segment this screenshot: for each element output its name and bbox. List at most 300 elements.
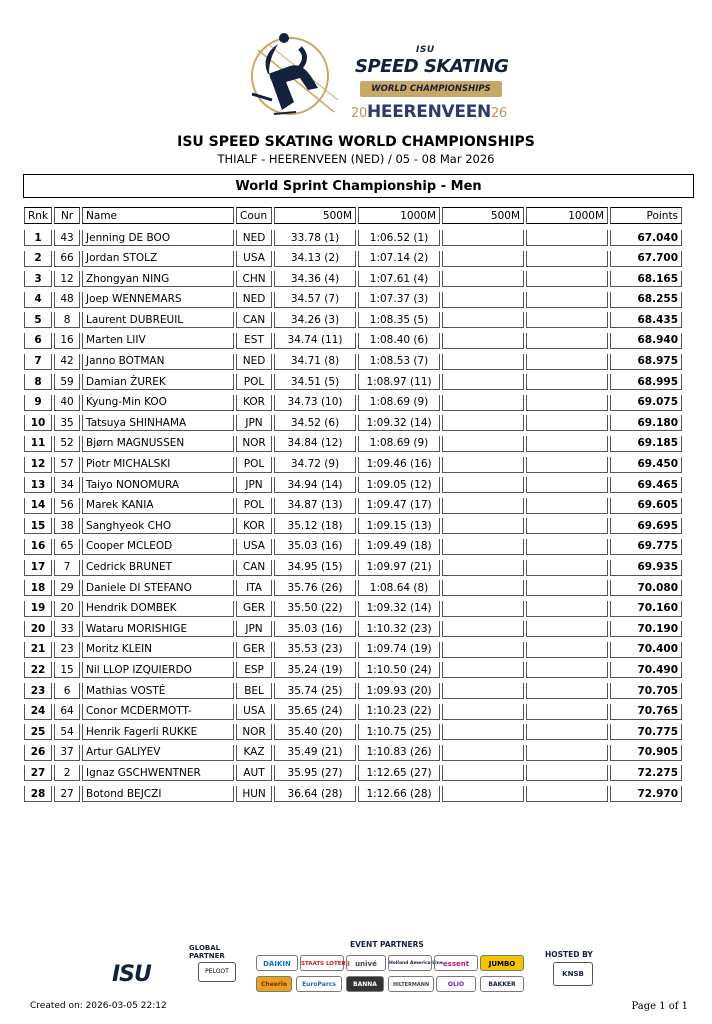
cell-rnk: 8 xyxy=(24,374,52,390)
cell-d3 xyxy=(442,745,524,761)
logo-speed-skating: SPEED SKATING xyxy=(355,56,509,77)
table-row xyxy=(24,415,682,431)
cell-d2: 1:12.66 (28) xyxy=(358,786,440,802)
cell-rnk: 4 xyxy=(24,292,52,308)
cell-points: 70.775 xyxy=(610,724,682,740)
cell-d3 xyxy=(442,374,524,390)
logo-heerenveen xyxy=(351,102,507,122)
championship-logo xyxy=(238,30,508,120)
cell-d1: 36.64 (28) xyxy=(274,786,356,802)
cell-d4 xyxy=(526,724,608,740)
cell-name: Mathias VOSTÉ xyxy=(82,683,234,699)
cell-nr: 64 xyxy=(54,704,80,720)
cell-nr: 65 xyxy=(54,539,80,555)
cell-points: 68.255 xyxy=(610,292,682,308)
cell-points: 69.775 xyxy=(610,539,682,555)
cell-nr: 38 xyxy=(54,518,80,534)
cell-name: Nil LLOP IZQUIERDO xyxy=(82,662,234,678)
cell-d3 xyxy=(442,580,524,596)
cell-d4 xyxy=(526,251,608,267)
cell-d2: 1:09.46 (16) xyxy=(358,457,440,473)
cell-d3 xyxy=(442,354,524,370)
cell-name: Jordan STOLZ xyxy=(82,251,234,267)
cell-rnk: 3 xyxy=(24,271,52,287)
cell-nr: 12 xyxy=(54,271,80,287)
table-row xyxy=(24,251,682,267)
sponsor-europarcs: EuroParcs xyxy=(296,976,342,992)
table-row xyxy=(24,601,682,617)
cell-coun: ITA xyxy=(236,580,272,596)
cell-points: 70.190 xyxy=(610,621,682,637)
cell-d2: 1:09.97 (21) xyxy=(358,560,440,576)
cell-name: Sanghyeok CHO xyxy=(82,518,234,534)
table-row xyxy=(24,395,682,411)
cell-d1: 34.87 (13) xyxy=(274,498,356,514)
cell-rnk: 13 xyxy=(24,477,52,493)
cell-points: 72.275 xyxy=(610,765,682,781)
cell-points: 68.435 xyxy=(610,312,682,328)
cell-d1: 35.49 (21) xyxy=(274,745,356,761)
cell-coun: ESP xyxy=(236,662,272,678)
cell-d2: 1:10.32 (23) xyxy=(358,621,440,637)
cell-d1: 34.73 (10) xyxy=(274,395,356,411)
table-row xyxy=(24,354,682,370)
cell-name: Janno BOTMAN xyxy=(82,354,234,370)
cell-nr: 27 xyxy=(54,786,80,802)
table-row xyxy=(24,580,682,596)
table-row xyxy=(24,477,682,493)
cell-d2: 1:09.93 (20) xyxy=(358,683,440,699)
cell-d1: 35.65 (24) xyxy=(274,704,356,720)
cell-coun: POL xyxy=(236,374,272,390)
cell-d2: 1:10.50 (24) xyxy=(358,662,440,678)
cell-coun: EST xyxy=(236,333,272,349)
cell-d4 xyxy=(526,477,608,493)
table-row xyxy=(24,765,682,781)
cell-rnk: 26 xyxy=(24,745,52,761)
cell-d4 xyxy=(526,271,608,287)
cell-d3 xyxy=(442,251,524,267)
cell-d4 xyxy=(526,354,608,370)
cell-points: 70.765 xyxy=(610,704,682,720)
results-table xyxy=(22,207,684,802)
cell-d1: 33.78 (1) xyxy=(274,230,356,246)
cell-coun: NOR xyxy=(236,436,272,452)
cell-d2: 1:08.97 (11) xyxy=(358,374,440,390)
cell-d1: 35.12 (18) xyxy=(274,518,356,534)
cell-name: Tatsuya SHINHAMA xyxy=(82,415,234,431)
cell-name: Kyung-Min KOO xyxy=(82,395,234,411)
cell-d3 xyxy=(442,457,524,473)
cell-d4 xyxy=(526,642,608,658)
cell-name: Artur GALIYEV xyxy=(82,745,234,761)
cell-d2: 1:08.53 (7) xyxy=(358,354,440,370)
cell-d2: 1:07.61 (4) xyxy=(358,271,440,287)
table-row xyxy=(24,539,682,555)
table-row xyxy=(24,745,682,761)
cell-points: 67.040 xyxy=(610,230,682,246)
cell-points: 69.695 xyxy=(610,518,682,534)
cell-d4 xyxy=(526,704,608,720)
cell-d4 xyxy=(526,539,608,555)
cell-d1: 35.24 (19) xyxy=(274,662,356,678)
col-d1: 500M xyxy=(274,207,356,224)
cell-name: Ignaz GSCHWENTNER xyxy=(82,765,234,781)
cell-d1: 34.95 (15) xyxy=(274,560,356,576)
cell-points: 70.705 xyxy=(610,683,682,699)
cell-rnk: 28 xyxy=(24,786,52,802)
cell-d2: 1:09.47 (17) xyxy=(358,498,440,514)
cell-coun: POL xyxy=(236,498,272,514)
sponsor-olio: OLIO xyxy=(436,976,476,992)
cell-d3 xyxy=(442,642,524,658)
event-title: World Sprint Championship - Men xyxy=(23,174,694,198)
cell-name: Zhongyan NING xyxy=(82,271,234,287)
cell-d2: 1:09.74 (19) xyxy=(358,642,440,658)
table-row xyxy=(24,704,682,720)
table-row xyxy=(24,457,682,473)
cell-d4 xyxy=(526,415,608,431)
page-subtitle: THIALF - HEERENVEEN (NED) / 05 - 08 Mar 2026 xyxy=(217,152,495,166)
cell-coun: AUT xyxy=(236,765,272,781)
cell-points: 69.185 xyxy=(610,436,682,452)
cell-name: Cooper MCLEOD xyxy=(82,539,234,555)
cell-points: 68.975 xyxy=(610,354,682,370)
cell-rnk: 5 xyxy=(24,312,52,328)
cell-d3 xyxy=(442,662,524,678)
cell-coun: USA xyxy=(236,539,272,555)
event-partners-label: EVENT PARTNERS xyxy=(350,940,424,949)
sponsor-cheerio: Cheerio xyxy=(256,976,292,992)
logo-city: HEERENVEEN xyxy=(366,102,491,122)
cell-coun: GER xyxy=(236,642,272,658)
cell-nr: 48 xyxy=(54,292,80,308)
cell-d1: 35.53 (23) xyxy=(274,642,356,658)
cell-points: 69.605 xyxy=(610,498,682,514)
cell-nr: 15 xyxy=(54,662,80,678)
cell-d2: 1:08.69 (9) xyxy=(358,395,440,411)
cell-d2: 1:09.49 (18) xyxy=(358,539,440,555)
cell-name: Damian ŻUREK xyxy=(82,374,234,390)
cell-rnk: 7 xyxy=(24,354,52,370)
cell-d1: 34.94 (14) xyxy=(274,477,356,493)
col-points: Points xyxy=(610,207,682,224)
cell-points: 69.935 xyxy=(610,560,682,576)
cell-d2: 1:10.23 (22) xyxy=(358,704,440,720)
cell-d3 xyxy=(442,415,524,431)
cell-d1: 34.36 (4) xyxy=(274,271,356,287)
cell-coun: JPN xyxy=(236,415,272,431)
cell-rnk: 24 xyxy=(24,704,52,720)
cell-points: 72.970 xyxy=(610,786,682,802)
cell-d4 xyxy=(526,560,608,576)
cell-nr: 42 xyxy=(54,354,80,370)
sponsor-holland-america: Holland America Line xyxy=(388,955,432,971)
cell-rnk: 25 xyxy=(24,724,52,740)
sponsor-unive: univé xyxy=(346,955,386,971)
cell-nr: 16 xyxy=(54,333,80,349)
cell-d3 xyxy=(442,312,524,328)
cell-d3 xyxy=(442,292,524,308)
cell-d2: 1:09.32 (14) xyxy=(358,415,440,431)
cell-d4 xyxy=(526,333,608,349)
cell-d4 xyxy=(526,374,608,390)
cell-d1: 34.57 (7) xyxy=(274,292,356,308)
cell-coun: CAN xyxy=(236,312,272,328)
cell-coun: HUN xyxy=(236,786,272,802)
cell-points: 70.490 xyxy=(610,662,682,678)
cell-rnk: 21 xyxy=(24,642,52,658)
cell-nr: 56 xyxy=(54,498,80,514)
cell-rnk: 14 xyxy=(24,498,52,514)
cell-points: 69.450 xyxy=(610,457,682,473)
cell-d3 xyxy=(442,477,524,493)
cell-name: Wataru MORISHIGE xyxy=(82,621,234,637)
cell-d2: 1:09.15 (13) xyxy=(358,518,440,534)
cell-nr: 40 xyxy=(54,395,80,411)
cell-d4 xyxy=(526,662,608,678)
cell-nr: 59 xyxy=(54,374,80,390)
table-header-row xyxy=(24,207,682,224)
table-row xyxy=(24,312,682,328)
cell-d3 xyxy=(442,704,524,720)
cell-d1: 35.76 (26) xyxy=(274,580,356,596)
table-row xyxy=(24,560,682,576)
cell-points: 70.080 xyxy=(610,580,682,596)
cell-d1: 35.40 (20) xyxy=(274,724,356,740)
skater-emblem-icon xyxy=(238,30,350,120)
cell-d1: 35.50 (22) xyxy=(274,601,356,617)
table-row xyxy=(24,621,682,637)
created-timestamp: Created on: 2026-03-05 22:12 xyxy=(30,1001,167,1011)
cell-nr: 6 xyxy=(54,683,80,699)
sponsor-banna: BANNA xyxy=(346,976,384,992)
cell-nr: 34 xyxy=(54,477,80,493)
cell-coun: NED xyxy=(236,354,272,370)
cell-d2: 1:07.37 (3) xyxy=(358,292,440,308)
cell-coun: CHN xyxy=(236,271,272,287)
sponsor-staatsloterij: STAATS LOTERIJ xyxy=(300,955,344,971)
cell-points: 68.940 xyxy=(610,333,682,349)
cell-coun: KOR xyxy=(236,395,272,411)
cell-d4 xyxy=(526,601,608,617)
cell-rnk: 23 xyxy=(24,683,52,699)
cell-d3 xyxy=(442,786,524,802)
col-d3: 500M xyxy=(442,207,524,224)
cell-rnk: 12 xyxy=(24,457,52,473)
cell-name: Jenning DE BOO xyxy=(82,230,234,246)
cell-name: Daniele DI STEFANO xyxy=(82,580,234,596)
table-row xyxy=(24,374,682,390)
cell-nr: 2 xyxy=(54,765,80,781)
cell-rnk: 9 xyxy=(24,395,52,411)
isu-footer-logo: ISU xyxy=(112,962,151,987)
cell-nr: 54 xyxy=(54,724,80,740)
cell-coun: NED xyxy=(236,230,272,246)
cell-coun: BEL xyxy=(236,683,272,699)
cell-d3 xyxy=(442,395,524,411)
table-row xyxy=(24,271,682,287)
col-d4: 1000M xyxy=(526,207,608,224)
sponsor-bakker: BAKKER xyxy=(480,976,524,992)
cell-d1: 35.03 (16) xyxy=(274,621,356,637)
cell-d4 xyxy=(526,580,608,596)
cell-nr: 20 xyxy=(54,601,80,617)
cell-d3 xyxy=(442,436,524,452)
table-row xyxy=(24,786,682,802)
cell-points: 70.160 xyxy=(610,601,682,617)
cell-coun: JPN xyxy=(236,621,272,637)
cell-d4 xyxy=(526,457,608,473)
cell-d4 xyxy=(526,230,608,246)
col-coun: Coun xyxy=(236,207,272,224)
cell-coun: CAN xyxy=(236,560,272,576)
col-nr: Nr xyxy=(54,207,80,224)
cell-d3 xyxy=(442,724,524,740)
cell-name: Piotr MICHALSKI xyxy=(82,457,234,473)
cell-name: Cedrick BRUNET xyxy=(82,560,234,576)
cell-points: 68.995 xyxy=(610,374,682,390)
table-row xyxy=(24,498,682,514)
table-row xyxy=(24,518,682,534)
table-row xyxy=(24,230,682,246)
logo-world-championships: WORLD CHAMPIONSHIPS xyxy=(360,81,502,97)
cell-coun: KOR xyxy=(236,518,272,534)
cell-rnk: 6 xyxy=(24,333,52,349)
cell-nr: 66 xyxy=(54,251,80,267)
results-body xyxy=(24,224,682,802)
cell-name: Conor MCDERMOTT- xyxy=(82,704,234,720)
cell-nr: 8 xyxy=(54,312,80,328)
cell-rnk: 10 xyxy=(24,415,52,431)
cell-d1: 34.84 (12) xyxy=(274,436,356,452)
cell-d2: 1:10.83 (26) xyxy=(358,745,440,761)
cell-rnk: 16 xyxy=(24,539,52,555)
cell-name: Marten LIIV xyxy=(82,333,234,349)
logo-isu-small: ISU xyxy=(416,45,435,55)
cell-nr: 33 xyxy=(54,621,80,637)
cell-d1: 34.51 (5) xyxy=(274,374,356,390)
cell-d4 xyxy=(526,621,608,637)
cell-nr: 43 xyxy=(54,230,80,246)
global-partner-label: GLOBAL PARTNER xyxy=(189,944,225,960)
cell-d1: 34.13 (2) xyxy=(274,251,356,267)
sponsor-essent: essent xyxy=(434,955,478,971)
cell-rnk: 20 xyxy=(24,621,52,637)
cell-rnk: 22 xyxy=(24,662,52,678)
cell-coun: JPN xyxy=(236,477,272,493)
cell-d1: 34.26 (3) xyxy=(274,312,356,328)
cell-d3 xyxy=(442,765,524,781)
cell-name: Marek KANIA xyxy=(82,498,234,514)
cell-name: Botond BEJCZI xyxy=(82,786,234,802)
cell-d3 xyxy=(442,621,524,637)
cell-d3 xyxy=(442,498,524,514)
cell-rnk: 2 xyxy=(24,251,52,267)
logo-year-pre: 20 xyxy=(351,106,367,121)
cell-name: Henrik Fagerli RUKKE xyxy=(82,724,234,740)
cell-d2: 1:08.40 (6) xyxy=(358,333,440,349)
cell-d2: 1:08.69 (9) xyxy=(358,436,440,452)
cell-points: 70.905 xyxy=(610,745,682,761)
cell-rnk: 27 xyxy=(24,765,52,781)
table-row xyxy=(24,333,682,349)
cell-name: Hendrik DOMBEK xyxy=(82,601,234,617)
cell-d4 xyxy=(526,518,608,534)
cell-points: 69.465 xyxy=(610,477,682,493)
cell-d1: 35.74 (25) xyxy=(274,683,356,699)
hosted-by-label: HOSTED BY xyxy=(545,950,593,959)
cell-nr: 57 xyxy=(54,457,80,473)
cell-d3 xyxy=(442,518,524,534)
cell-d3 xyxy=(442,560,524,576)
cell-d4 xyxy=(526,745,608,761)
cell-points: 69.075 xyxy=(610,395,682,411)
page-title: ISU SPEED SKATING WORLD CHAMPIONSHIPS xyxy=(177,134,535,150)
cell-d4 xyxy=(526,765,608,781)
cell-name: Laurent DUBREUIL xyxy=(82,312,234,328)
cell-d2: 1:08.35 (5) xyxy=(358,312,440,328)
sponsor-jumbo: JUMBO xyxy=(480,955,524,971)
cell-d1: 34.72 (9) xyxy=(274,457,356,473)
cell-coun: GER xyxy=(236,601,272,617)
cell-d2: 1:06.52 (1) xyxy=(358,230,440,246)
cell-d1: 34.74 (11) xyxy=(274,333,356,349)
cell-d4 xyxy=(526,292,608,308)
cell-d3 xyxy=(442,683,524,699)
cell-d4 xyxy=(526,436,608,452)
table-row xyxy=(24,292,682,308)
cell-nr: 29 xyxy=(54,580,80,596)
cell-name: Moritz KLEIN xyxy=(82,642,234,658)
cell-d3 xyxy=(442,271,524,287)
col-d2: 1000M xyxy=(358,207,440,224)
cell-coun: USA xyxy=(236,704,272,720)
cell-coun: USA xyxy=(236,251,272,267)
cell-rnk: 11 xyxy=(24,436,52,452)
table-row xyxy=(24,724,682,740)
cell-d1: 35.03 (16) xyxy=(274,539,356,555)
cell-coun: KAZ xyxy=(236,745,272,761)
cell-nr: 23 xyxy=(54,642,80,658)
cell-coun: NOR xyxy=(236,724,272,740)
cell-rnk: 19 xyxy=(24,601,52,617)
cell-d2: 1:12.65 (27) xyxy=(358,765,440,781)
cell-d4 xyxy=(526,395,608,411)
cell-d4 xyxy=(526,683,608,699)
cell-name: Joep WENNEMARS xyxy=(82,292,234,308)
cell-d4 xyxy=(526,498,608,514)
table-row xyxy=(24,662,682,678)
col-name: Name xyxy=(82,207,234,224)
cell-nr: 37 xyxy=(54,745,80,761)
cell-name: Bjørn MAGNUSSEN xyxy=(82,436,234,452)
cell-nr: 35 xyxy=(54,415,80,431)
cell-d2: 1:08.64 (8) xyxy=(358,580,440,596)
cell-points: 68.165 xyxy=(610,271,682,287)
cell-d1: 35.95 (27) xyxy=(274,765,356,781)
cell-d2: 1:07.14 (2) xyxy=(358,251,440,267)
cell-d3 xyxy=(442,539,524,555)
sponsor-hiltermann: HILTERMANN xyxy=(388,976,434,992)
col-rnk: Rnk xyxy=(24,207,52,224)
cell-nr: 52 xyxy=(54,436,80,452)
table-row xyxy=(24,642,682,658)
page-number: Page 1 of 1 xyxy=(631,1001,688,1012)
cell-d4 xyxy=(526,312,608,328)
logo-year-post: 26 xyxy=(490,106,507,121)
cell-rnk: 1 xyxy=(24,230,52,246)
